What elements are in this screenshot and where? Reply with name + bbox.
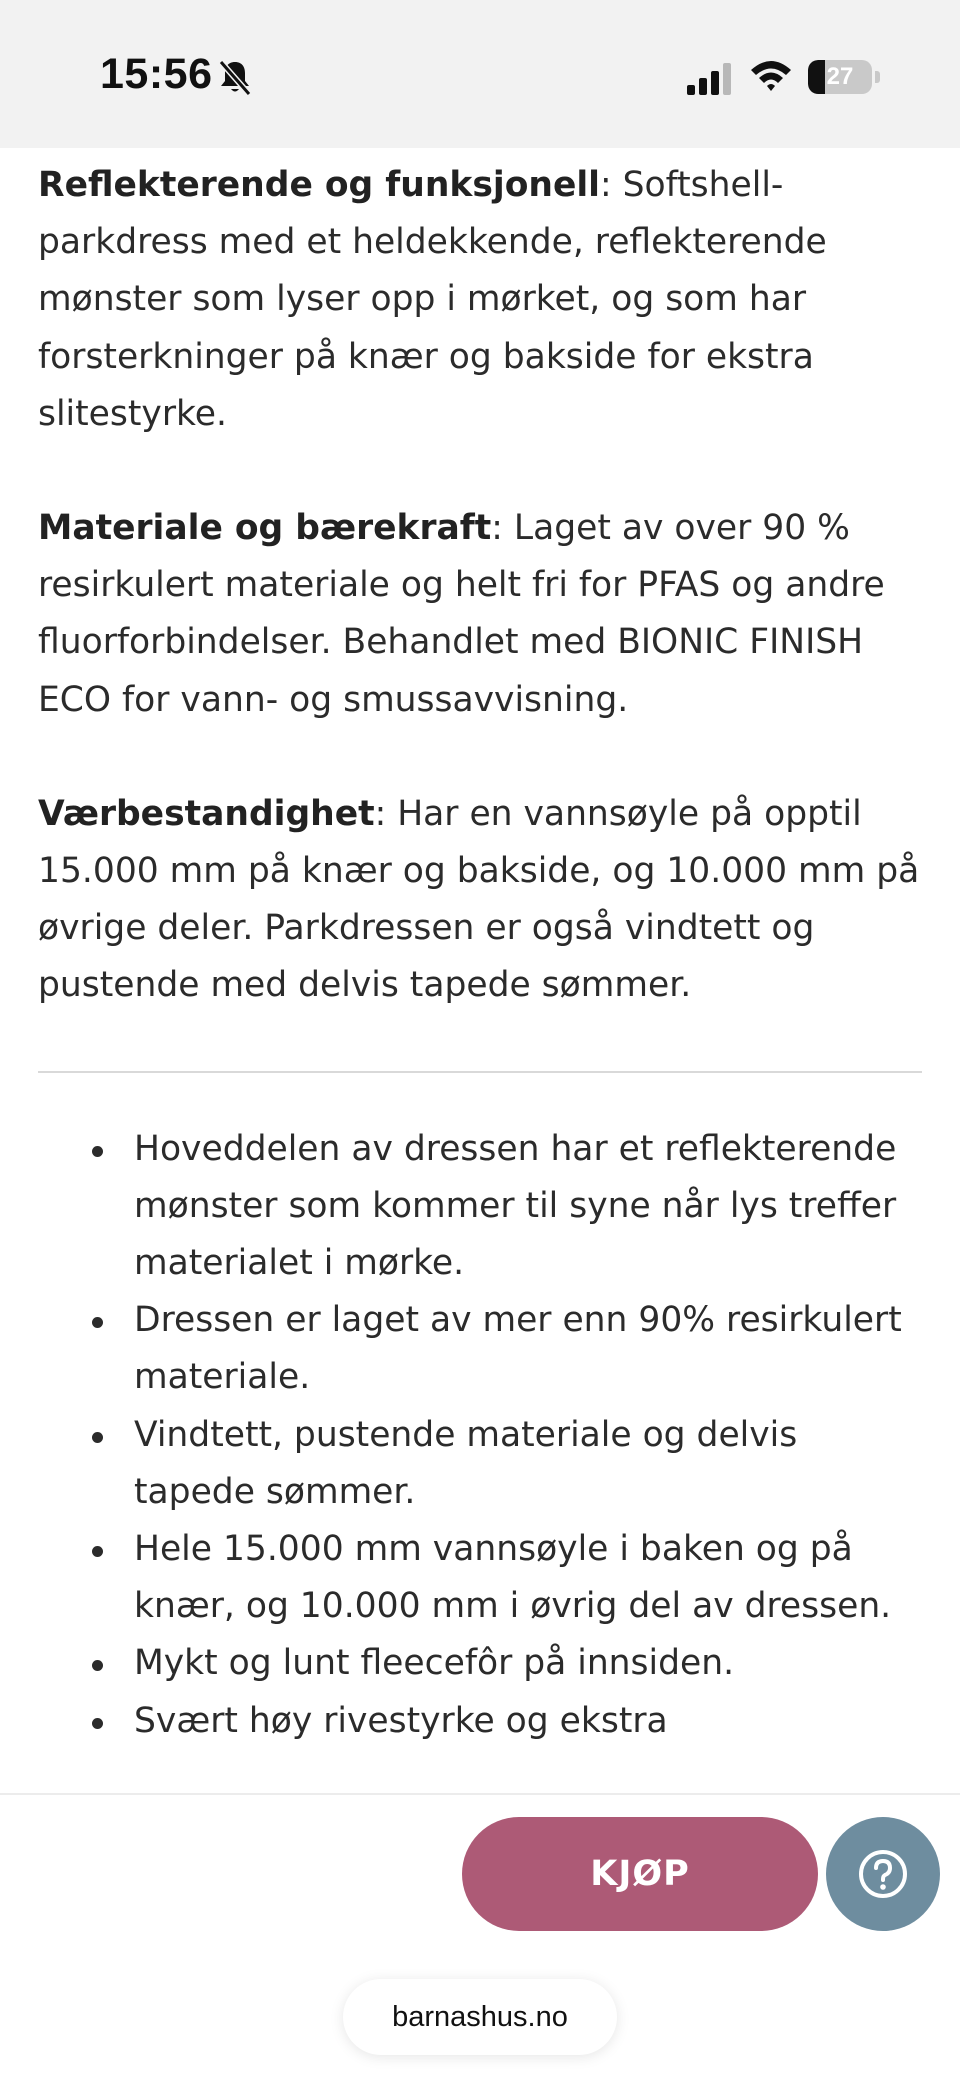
section-heading: Materiale og bærekraft <box>38 508 492 549</box>
help-button[interactable] <box>826 1817 940 1931</box>
wifi-icon <box>749 58 793 94</box>
list-item-text: Hoveddelen av dressen har et reflekterende mønster som kommer til syne når lys treffer materialet i mørke. <box>134 1128 897 1284</box>
description-section-weather <box>38 786 928 1015</box>
list-item-text: Svært høy rivestyrke og ekstra <box>134 1700 668 1741</box>
list-item-text: Mykt og lunt fleecefôr på innsiden. <box>134 1643 735 1684</box>
list-item-text: Hele 15.000 mm vannsøyle i baken og på knær, og 10.000 mm i øvrig del av dressen. <box>134 1529 892 1627</box>
list-item <box>38 1121 928 1293</box>
buy-button[interactable]: KJØP <box>462 1817 818 1931</box>
feature-list <box>38 1121 928 1750</box>
list-item <box>38 1521 928 1635</box>
bottom-action-bar <box>0 1793 960 2089</box>
list-item <box>38 1292 928 1406</box>
bell-slash-icon <box>218 59 252 97</box>
bullet-dot <box>92 1432 103 1443</box>
question-circle-icon <box>857 1848 909 1900</box>
bullet-dot <box>92 1718 103 1729</box>
status-bar <box>0 0 960 148</box>
section-text: : Laget av over 90 % resirkulert materiale og helt fri for PFAS og andre fluorforbindelser. Behandlet med BIONIC FINISH ECO for vann- og smussavvisning. <box>38 508 885 720</box>
list-item <box>38 1407 928 1521</box>
bullet-dot <box>92 1317 103 1328</box>
battery-icon <box>808 60 880 94</box>
list-item <box>38 1693 928 1750</box>
description-section-material <box>38 500 928 729</box>
bullet-dot <box>92 1546 103 1557</box>
list-item-text: Vindtett, pustende materiale og delvis tapede sømmer. <box>134 1414 798 1512</box>
cellular-signal-icon <box>687 63 735 95</box>
battery-cap <box>875 71 880 83</box>
browser-url-bar[interactable] <box>343 1979 617 2055</box>
section-text: : Softshell-parkdress med et heldekkende, reflekterende mønster som lyser opp i mørket, og som har forsterkninger på knær og bakside for ekstra slitestyrke. <box>38 165 827 434</box>
section-heading: Reflekterende og funksjonell <box>38 165 601 205</box>
url-text: barnashus.no <box>392 2000 568 2033</box>
battery-level: 27 <box>826 63 854 90</box>
product-description <box>38 148 928 1793</box>
description-section-reflective <box>38 157 928 443</box>
bullet-dot <box>92 1660 103 1671</box>
divider <box>38 1071 922 1073</box>
list-item <box>38 1635 928 1692</box>
bullet-dot <box>92 1146 103 1157</box>
list-item-text: Dressen er laget av mer enn 90% resirkulert materiale. <box>134 1300 902 1398</box>
section-text: : Har en vannsøyle på opptil 15.000 mm på knær og bakside, og 10.000 mm på øvrige deler. Parkdressen er også vindtett og pustende med delvis tapede sømmer. <box>38 793 920 1006</box>
section-heading: Værbestandighet <box>38 793 375 834</box>
battery-body <box>808 60 872 94</box>
status-time: 15:56 <box>100 50 213 98</box>
